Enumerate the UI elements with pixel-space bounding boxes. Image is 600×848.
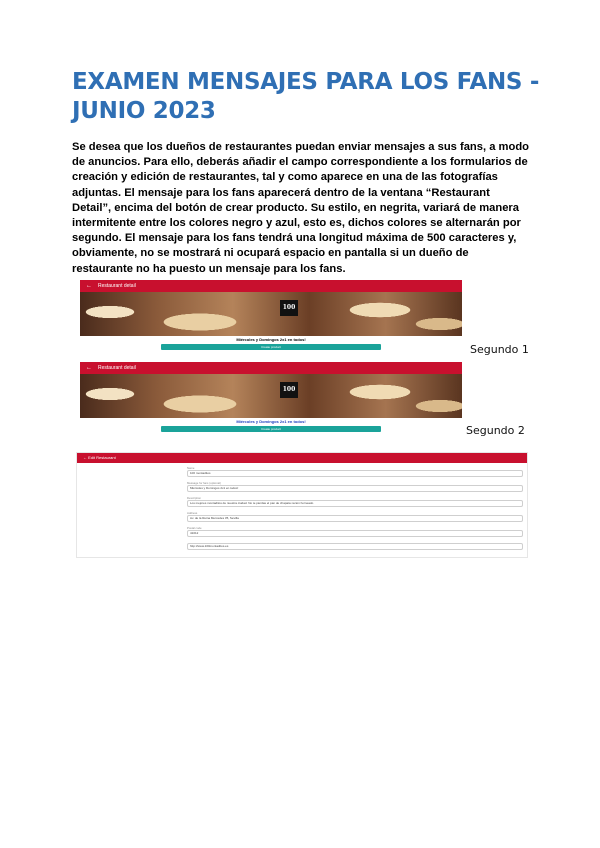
page-title: EXAMEN MENSAJES PARA LOS FANS - JUNIO 2023 <box>72 69 540 124</box>
form-field <box>187 481 523 492</box>
field-label: Name <box>187 466 195 470</box>
description-input: Los mejores montaditos de nuestra ciudad. No te pierdas el pan de chapata recién horneado <box>187 500 523 507</box>
form-field <box>187 511 523 522</box>
restaurant-logo: 100 <box>280 300 298 316</box>
back-arrow-icon: ← <box>86 283 92 289</box>
form-app-bar <box>77 453 527 463</box>
field-label: Description <box>187 496 201 500</box>
edit-restaurant-screenshot <box>76 452 528 558</box>
form-field <box>187 466 523 477</box>
restaurant-detail-screenshot-2 <box>80 362 462 432</box>
form-field <box>187 496 523 507</box>
create-product-button: Create product <box>161 426 381 432</box>
fan-message: Miércoles y Domingos 2x1 en todos! <box>236 419 306 424</box>
back-arrow-icon: ← <box>83 455 87 460</box>
back-arrow-icon: ← <box>86 365 92 371</box>
postal-code-input: 41012 <box>187 530 523 537</box>
fan-message: Miércoles y Domingos 2x1 en todos! <box>236 337 306 342</box>
restaurant-hero-image <box>80 374 462 418</box>
app-bar <box>80 362 462 374</box>
restaurant-detail-screenshot-1 <box>80 280 462 350</box>
app-bar <box>80 280 462 292</box>
app-bar-title: Restaurant detail <box>98 365 136 371</box>
create-product-button: Create product <box>161 344 381 350</box>
caption-2: Segundo 2 <box>466 424 525 437</box>
form-field <box>187 526 523 537</box>
caption-1: Segundo 1 <box>470 343 529 356</box>
form-field <box>187 543 523 550</box>
body-paragraph: Se desea que los dueños de restaurantes puedan enviar mensajes a sus fans, a modo de anuncios. Para ello, deberás añadir el campo correspondiente a los formularios de creación y edición de restaurantes, tal y como aparece en una de las fotografías adjuntas. El mensaje para los fans aparecerá dentro de la ventana “Restaurant Detail”, encima del botón de crear producto. Su estilo, en negrita, variará de manera intermitente entre los colores negro y azul, esto es, dichos colores se alternarán por segundo. El mensaje para los fans tendrá una longitud máxima de 500 caracteres y, obviamente, no se mostrará ni ocupará espacio en pantalla si un dueño de restaurante no ha puesto un mensaje para los fans. <box>72 141 529 275</box>
field-label: Message for fans (optional) <box>187 481 221 485</box>
field-label: Address <box>187 511 198 515</box>
form-app-bar-title: Edit Restaurant <box>88 455 116 460</box>
field-label: Postal code <box>187 526 202 530</box>
restaurant-hero-image <box>80 292 462 336</box>
address-input: Av. de la Reina Mercedes 35, Sevilla <box>187 515 523 522</box>
name-input: 100 montaditos <box>187 470 523 477</box>
url-input: http://www.100montaditos.es <box>187 543 523 550</box>
restaurant-logo: 100 <box>280 382 298 398</box>
fan-message-input: Miércoles y Domingos 2x1 en todos! <box>187 485 523 492</box>
app-bar-title: Restaurant detail <box>98 283 136 289</box>
